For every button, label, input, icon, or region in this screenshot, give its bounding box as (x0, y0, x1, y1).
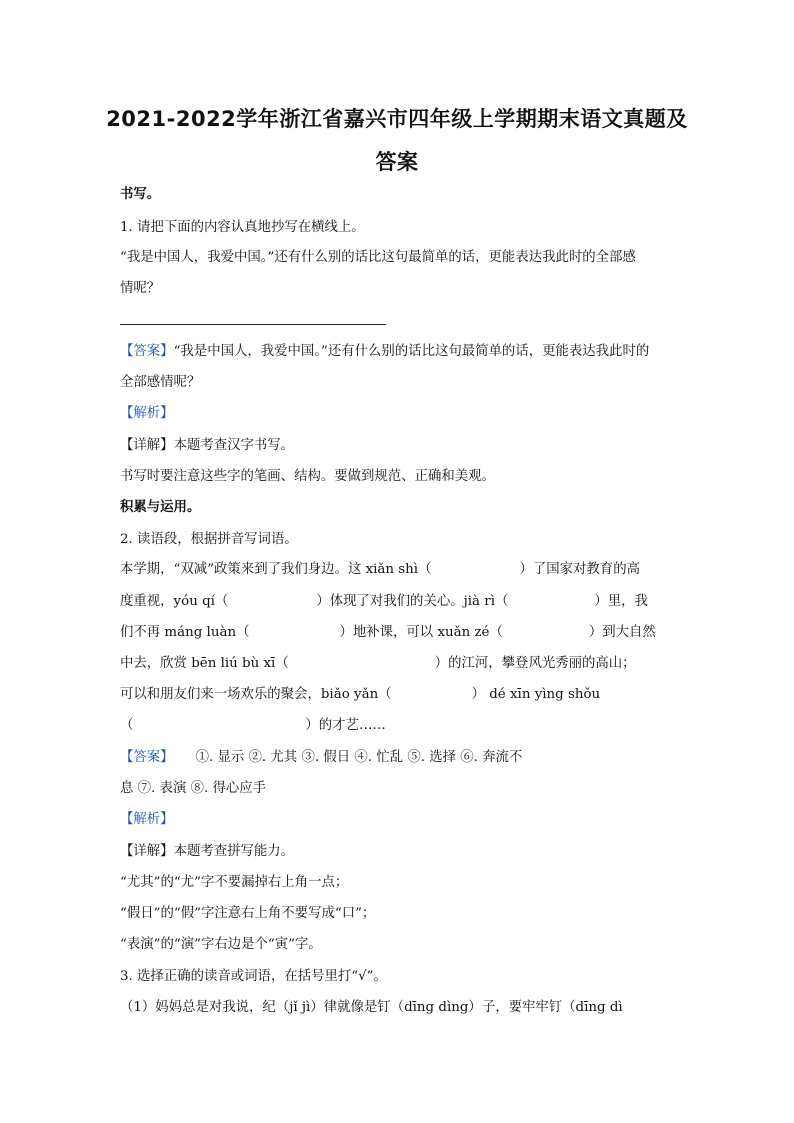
answers-text: ①. 显示 ②. 尤其 ③. 假日 ④. 忙乱 ⑤. 选择 ⑥. 奔流不 (195, 750, 523, 765)
writing-underline (120, 324, 386, 325)
answer-tag: 【答案】 (120, 344, 174, 359)
passage-segment: ）的江河，攀登风光秀丽的高山； (434, 656, 636, 671)
question-3-prompt: 3. 选择正确的读音或词语，在括号里打“√”。 (120, 969, 387, 984)
question-2-passage-line1 (120, 561, 680, 579)
question-2-detail (120, 843, 680, 861)
question-2-tip3: “表演”的“演”字右边是个“寅”字。 (120, 937, 322, 952)
question-2-answers-line2: 息 ⑦. 表演 ⑧. 得心应手 (120, 781, 267, 796)
detail-tag: 【详解】 (120, 844, 174, 859)
question-1-answer-line2: 全部感情呢？ (120, 375, 201, 390)
passage-segment: 可以和朋友们来一场欢乐的聚会，biǎo yǎn（ (120, 687, 392, 702)
question-1-detail (120, 437, 680, 455)
passage-segment: 们不再 máng luàn（ (120, 625, 250, 640)
question-1-answer-line1 (120, 343, 680, 361)
question-2-passage-line4 (120, 655, 680, 673)
question-1-note: 书写时要注意这些字的笔画、结构。要做到规范、正确和美观。 (120, 469, 495, 484)
question-2-passage-line2 (120, 593, 680, 611)
question-2-prompt: 2. 读语段，根据拼音写词语。 (120, 532, 298, 547)
question-1-text-line2: 情呢？ (120, 281, 161, 296)
document-title-line2: 答案 (375, 150, 419, 174)
answer-text: “我是中国人，我爱中国。”还有什么别的话比这句最简单的话，更能表达我此时的 (173, 344, 650, 359)
passage-segment: ）里，我 (594, 594, 648, 609)
passage-segment: ）地补课，可以 xuǎn zé（ (339, 625, 503, 640)
question-2-passage-line5 (120, 686, 680, 704)
passage-segment: ）体现了对我们的关心。jià rì（ (316, 594, 509, 609)
passage-segment: ）的才艺…… (305, 718, 386, 733)
question-1-text-line1: “我是中国人，我爱中国。”还有什么别的话比这句最简单的话，更能表达我此时的全部感 (120, 250, 636, 265)
document-title-line1: 2021-2022学年浙江省嘉兴市四年级上学期期末语文真题及 (106, 107, 688, 131)
passage-segment: ） dé xīn yìng shǒu (471, 687, 601, 702)
section-heading-writing: 书写。 (120, 187, 161, 202)
detail-text: 本题考查拼写能力。 (173, 844, 295, 859)
question-2-tip1: “尤其”的“尤”字不要漏掉右上角一点； (120, 875, 349, 890)
question-2-passage-line6 (120, 717, 680, 735)
passage-segment: （ (120, 718, 134, 733)
question-3-item1: （1）妈妈总是对我说，纪（jǐ jì）律就像是钉（dīng dìng）子，要牢牢钉（dīng dì (120, 1000, 623, 1015)
question-1-analysis-tag: 【解析】 (120, 406, 174, 421)
question-2-answers-line1 (120, 749, 680, 767)
question-2-tip2: “假日”的“假”字注意右上角不要写成“口”； (120, 906, 376, 921)
detail-text: 本题考查汉字书写。 (173, 438, 295, 453)
question-1-prompt: 1. 请把下面的内容认真地抄写在横线上。 (120, 220, 365, 235)
passage-segment: 中去，欣赏 bēn liú bù xī（ (120, 656, 289, 671)
detail-tag: 【详解】 (120, 438, 174, 453)
passage-segment: ）了国家对教育的高 (519, 562, 640, 577)
passage-segment: 度重视，yóu qí（ (120, 594, 229, 609)
passage-segment: 本学期，“双减”政策来到了我们身边。这 xiǎn shì（ (120, 562, 432, 577)
question-2-analysis-tag: 【解析】 (120, 812, 174, 827)
section-heading-accumulation: 积累与运用。 (120, 500, 201, 515)
answer-tag: 【答案】 (120, 750, 174, 765)
passage-segment: ）到大自然 (588, 625, 656, 640)
question-2-passage-line3 (120, 624, 680, 642)
